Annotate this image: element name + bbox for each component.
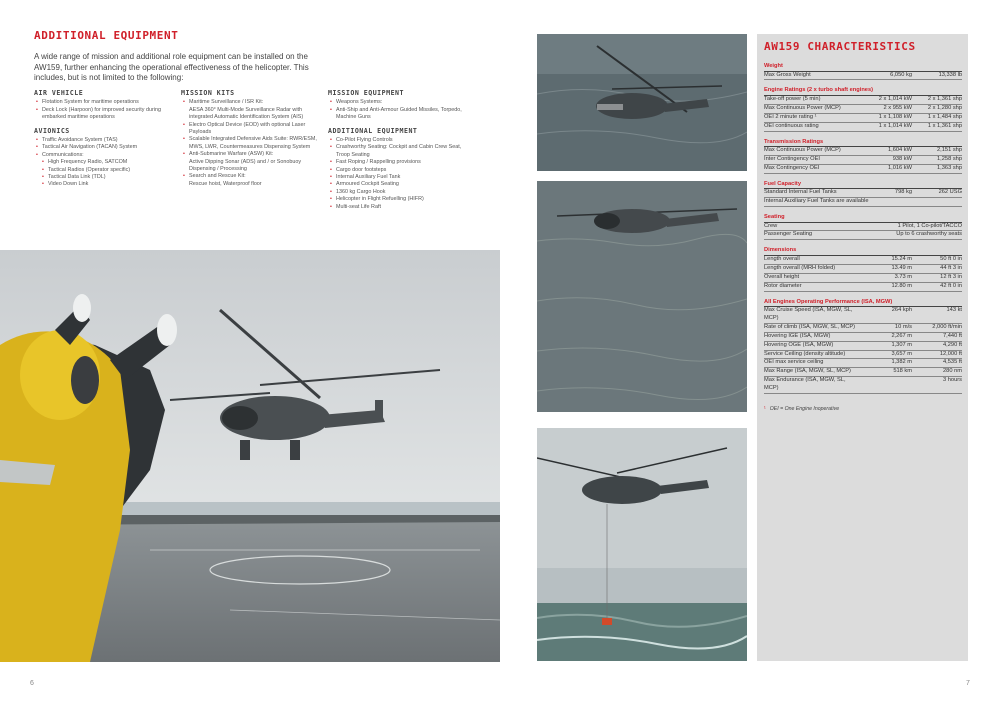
row-value-metric: 1,016 kW — [887, 164, 912, 171]
row-value-metric: 1 x 1,014 kW — [878, 122, 912, 129]
list-item: • Co-Pilot Flying Controls — [328, 137, 468, 144]
section-title-fuel: Fuel Capacity — [764, 181, 962, 190]
row-label: Crew — [764, 222, 778, 229]
table-row — [764, 72, 962, 81]
air-vehicle-heading: AIR VEHICLE — [34, 89, 84, 97]
item-title: Search and Rescue Kit: — [189, 173, 246, 180]
page-title: ADDITIONAL EQUIPMENT — [34, 29, 179, 42]
row-label: OEI max service ceiling — [764, 359, 824, 366]
list-sub-item: • Tactical Radios (Operator specific) — [34, 167, 169, 174]
list-item — [181, 151, 321, 173]
row-value-metric: 1,604 kW — [887, 147, 912, 154]
avionics-list — [34, 137, 169, 189]
row-value-metric: 10 m/s — [894, 323, 912, 330]
item-desc: AESA 360° Multi-Mode Surveillance Radar with integrated Automatic Identification System (AIS) — [189, 106, 304, 121]
list-item: • Cargo door footsteps — [328, 167, 468, 174]
table-row — [764, 368, 962, 377]
row-value-imperial: 2,151 shp — [937, 147, 962, 154]
row-label: Length overall (MRH folded) — [764, 264, 836, 271]
footnote-text: OEI = One Engine Inoperative — [769, 406, 840, 413]
item-title: Scalable Integrated Defensive Aids Suite: RWR/ESM, MWS, LWR, Countermeasures Dispensing System — [189, 136, 317, 150]
row-value-imperial: 7,440 ft — [943, 332, 962, 339]
row-value: Up to 6 crashworthy seats — [896, 231, 962, 238]
row-label: Max Contingency OEI — [764, 164, 820, 171]
air-vehicle-list — [34, 99, 169, 121]
mission-equipment-heading: MISSION EQUIPMENT — [328, 89, 404, 97]
row-label: Passenger Seating — [764, 231, 813, 238]
row-label: Max Continuous Power (MCP) — [764, 147, 841, 154]
avionics-heading: AVIONICS — [34, 126, 70, 135]
row-label: Internal Auxiliary Fuel Tanks are available — [764, 198, 869, 205]
row-value-metric: 2 x 1,014 kW — [878, 95, 912, 102]
table-row — [764, 147, 962, 156]
list-item: • Flotation System for maritime operations — [34, 99, 169, 106]
table-row — [764, 156, 962, 165]
row-value-imperial: 2 x 1,361 shp — [927, 95, 962, 102]
row-value: 1 Pilot, 1 Co-pilot/TACCO — [897, 222, 962, 229]
mission-equipment-list — [328, 99, 468, 121]
item-title: Electro Optical Device (EOD) with optional Laser Payloads — [189, 121, 306, 136]
row-label: Rotor diameter — [764, 282, 802, 289]
list-item: • Multi-seat Life Raft — [328, 204, 468, 211]
list-item: • Traffic Avoidance System (TAS) — [34, 137, 169, 144]
row-value-imperial: 280 nm — [943, 368, 962, 375]
page-number-left: 6 — [30, 680, 34, 687]
row-value-metric: 938 kW — [892, 155, 912, 162]
list-item: • Deck Lock (Harpoon) for improved security during embarked maritime operations — [34, 107, 169, 122]
row-label: Hovering IGE (ISA, MGW) — [764, 332, 831, 339]
row-value-metric: 13.49 m — [891, 264, 912, 271]
row-label: Standard Internal Fuel Tanks — [764, 189, 837, 196]
list-item: • Communications: — [34, 152, 169, 159]
list-item: • Internal Auxiliary Fuel Tank — [328, 174, 468, 181]
row-value-imperial: 1,363 shp — [937, 164, 962, 171]
item-title: Maritime Surveillance / ISR Kit: — [189, 99, 264, 106]
characteristics-title: AW159 CHARACTERISTICS — [764, 40, 916, 53]
list-item: • Weapons Systems: — [328, 99, 468, 106]
list-sub-item: • Tactical Data Link (TDL) — [34, 174, 169, 181]
row-label: OEI continuous rating — [764, 122, 819, 129]
additional-equipment-heading: ADDITIONAL EQUIPMENT — [328, 126, 418, 135]
table-row — [764, 198, 962, 207]
row-value-metric: 3.73 m — [894, 273, 912, 280]
row-value-imperial: 1 x 1,484 shp — [927, 113, 962, 120]
row-label: Max Cruise Speed (ISA, MGW, SL, MCP) — [764, 307, 853, 321]
row-label: OEI 2 minute rating ¹ — [764, 113, 817, 120]
row-value-metric: 2,267 m — [891, 332, 912, 339]
list-item — [181, 99, 321, 121]
right-page — [500, 0, 999, 703]
helicopter-rescue-photo — [537, 428, 747, 661]
row-value-metric: 2 x 955 kW — [883, 104, 912, 111]
row-value-imperial: 1 x 1,361 shp — [927, 122, 962, 129]
item-title: Anti-Submarine Warfare (ASW) Kit: — [189, 151, 274, 158]
row-value-metric: 264 kph — [891, 307, 912, 313]
item-desc: Rescue hoist, Waterproof floor — [189, 180, 262, 187]
row-value-metric: 1,382 m — [891, 359, 912, 366]
row-value-metric: 15.24 m — [891, 255, 912, 262]
section-title-performance: All Engines Operating Performance (ISA, MGW) — [764, 299, 962, 308]
item-desc: Active Dipping Sonar (ADS) and / or Sonobuoy Dispensing / Processing — [189, 158, 302, 173]
row-value-imperial: 44 ft 3 in — [940, 264, 962, 271]
row-value-metric — [860, 377, 912, 393]
row-label: Max Continuous Power (MCP) — [764, 104, 841, 111]
section-title-dimensions: Dimensions — [764, 247, 962, 256]
row-label: Length overall — [764, 255, 800, 262]
table-row — [764, 114, 962, 123]
list-item: • Armoured Cockpit Seating — [328, 181, 468, 188]
table-row — [764, 377, 962, 394]
row-value-imperial: 4,535 ft — [943, 359, 962, 366]
intro-paragraph: A wide range of mission and additional role equipment can be installed on the AW159, further enhancing the operational effectiveness of the helicopter. This includes, but is not limited to the following: — [34, 52, 309, 82]
list-item — [181, 122, 321, 137]
row-label: Overall height — [764, 273, 800, 280]
table-row — [764, 307, 962, 324]
row-label: Rate of climb (ISA, MGW, SL, MCP) — [764, 323, 856, 330]
list-sub-item: • Video Down Link — [34, 181, 169, 188]
row-label: Max Range (ISA, MGW, SL, MCP) — [764, 368, 851, 375]
row-label: Max Gross Weight — [764, 71, 811, 78]
row-value-metric: 1 x 1,108 kW — [878, 113, 912, 120]
list-item: • Crashworthy Seating: Cockpit and Cabin Crew Seat, Troop Seating — [328, 144, 468, 159]
helicopter-sea-photo-1 — [537, 34, 747, 171]
row-label: Take-off power (5 min) — [764, 95, 821, 102]
list-item: • Helicopter in Flight Refuelling (HIFR) — [328, 196, 468, 203]
deck-landing-photo — [0, 250, 500, 662]
section-title-weight: Weight — [764, 63, 962, 72]
table-row — [764, 283, 962, 292]
row-label: Max Endurance (ISA, MGW, SL, MCP) — [764, 377, 846, 392]
characteristics-panel — [757, 34, 968, 661]
table-row — [764, 123, 962, 132]
section-title-engine: Engine Ratings (2 x turbo shaft engines) — [764, 87, 962, 96]
row-value-imperial: 4,290 ft — [943, 341, 962, 348]
list-item: • Anti-Ship and Anti-Armour Guided Missiles, Torpedo, Machine Guns — [328, 107, 468, 122]
table-row — [764, 231, 962, 240]
table-row — [764, 359, 962, 368]
row-value-imperial: 262 USG — [938, 189, 962, 196]
list-item: • 1360 kg Cargo Hook — [328, 189, 468, 196]
row-value-metric: 12.80 m — [891, 282, 912, 289]
column-mission-equipment — [328, 90, 468, 211]
table-row — [764, 342, 962, 351]
table-row — [764, 333, 962, 342]
table-row — [764, 96, 962, 105]
helicopter-sea-photo-2 — [537, 181, 747, 412]
table-row — [764, 274, 962, 283]
list-item: • Fast Roping / Rappelling provisions — [328, 159, 468, 166]
row-value-imperial: 3 hours — [943, 377, 962, 384]
row-value-imperial: 1,258 shp — [937, 155, 962, 162]
row-value-imperial: 2,000 ft/min — [932, 323, 962, 330]
list-item — [181, 136, 321, 151]
table-row — [764, 265, 962, 274]
table-row — [764, 189, 962, 198]
list-sub-item: • High Frequency Radio, SATCOM — [34, 159, 169, 166]
row-value-imperial: 12,000 ft — [939, 350, 962, 357]
row-value-metric: 518 km — [893, 368, 912, 375]
row-label: Hovering OGE (ISA, MGW) — [764, 341, 834, 348]
row-value-imperial: 143 kt — [946, 307, 962, 313]
footnote — [764, 406, 962, 412]
row-value-imperial: 2 x 1,280 shp — [927, 104, 962, 111]
footnote-mark: ¹ — [764, 406, 766, 413]
row-value-metric: 798 kg — [894, 189, 912, 196]
additional-equipment-list — [328, 137, 468, 211]
list-item: • Tactical Air Navigation (TACAN) System — [34, 144, 169, 151]
column-mission-kits — [181, 90, 321, 188]
row-value-imperial: 42 ft 0 in — [940, 282, 962, 289]
mission-kits-list — [181, 99, 321, 188]
table-row — [764, 324, 962, 333]
table-row — [764, 105, 962, 114]
mission-kits-heading: MISSION KITS — [181, 89, 235, 97]
list-item — [181, 173, 321, 188]
characteristics-table — [764, 63, 962, 412]
section-title-seating: Seating — [764, 214, 962, 223]
page-number-right: 7 — [966, 680, 970, 687]
table-row — [764, 165, 962, 174]
row-label: Service Ceiling (density altitude) — [764, 350, 846, 357]
row-value-imperial: 50 ft 0 in — [940, 255, 962, 262]
table-row — [764, 223, 962, 232]
row-value-metric: 1,307 m — [891, 341, 912, 348]
table-row — [764, 351, 962, 360]
row-value-imperial: 12 ft 3 in — [940, 273, 962, 280]
table-row — [764, 256, 962, 265]
row-label: Inter Contingency OEI — [764, 155, 820, 162]
row-value-metric: 3,657 m — [891, 350, 912, 357]
row-value-metric: 6,050 kg — [890, 71, 912, 78]
section-title-transmission: Transmission Ratings — [764, 139, 962, 148]
row-value-imperial: 13,338 lb — [938, 71, 962, 78]
column-air-vehicle-avionics — [34, 90, 169, 189]
